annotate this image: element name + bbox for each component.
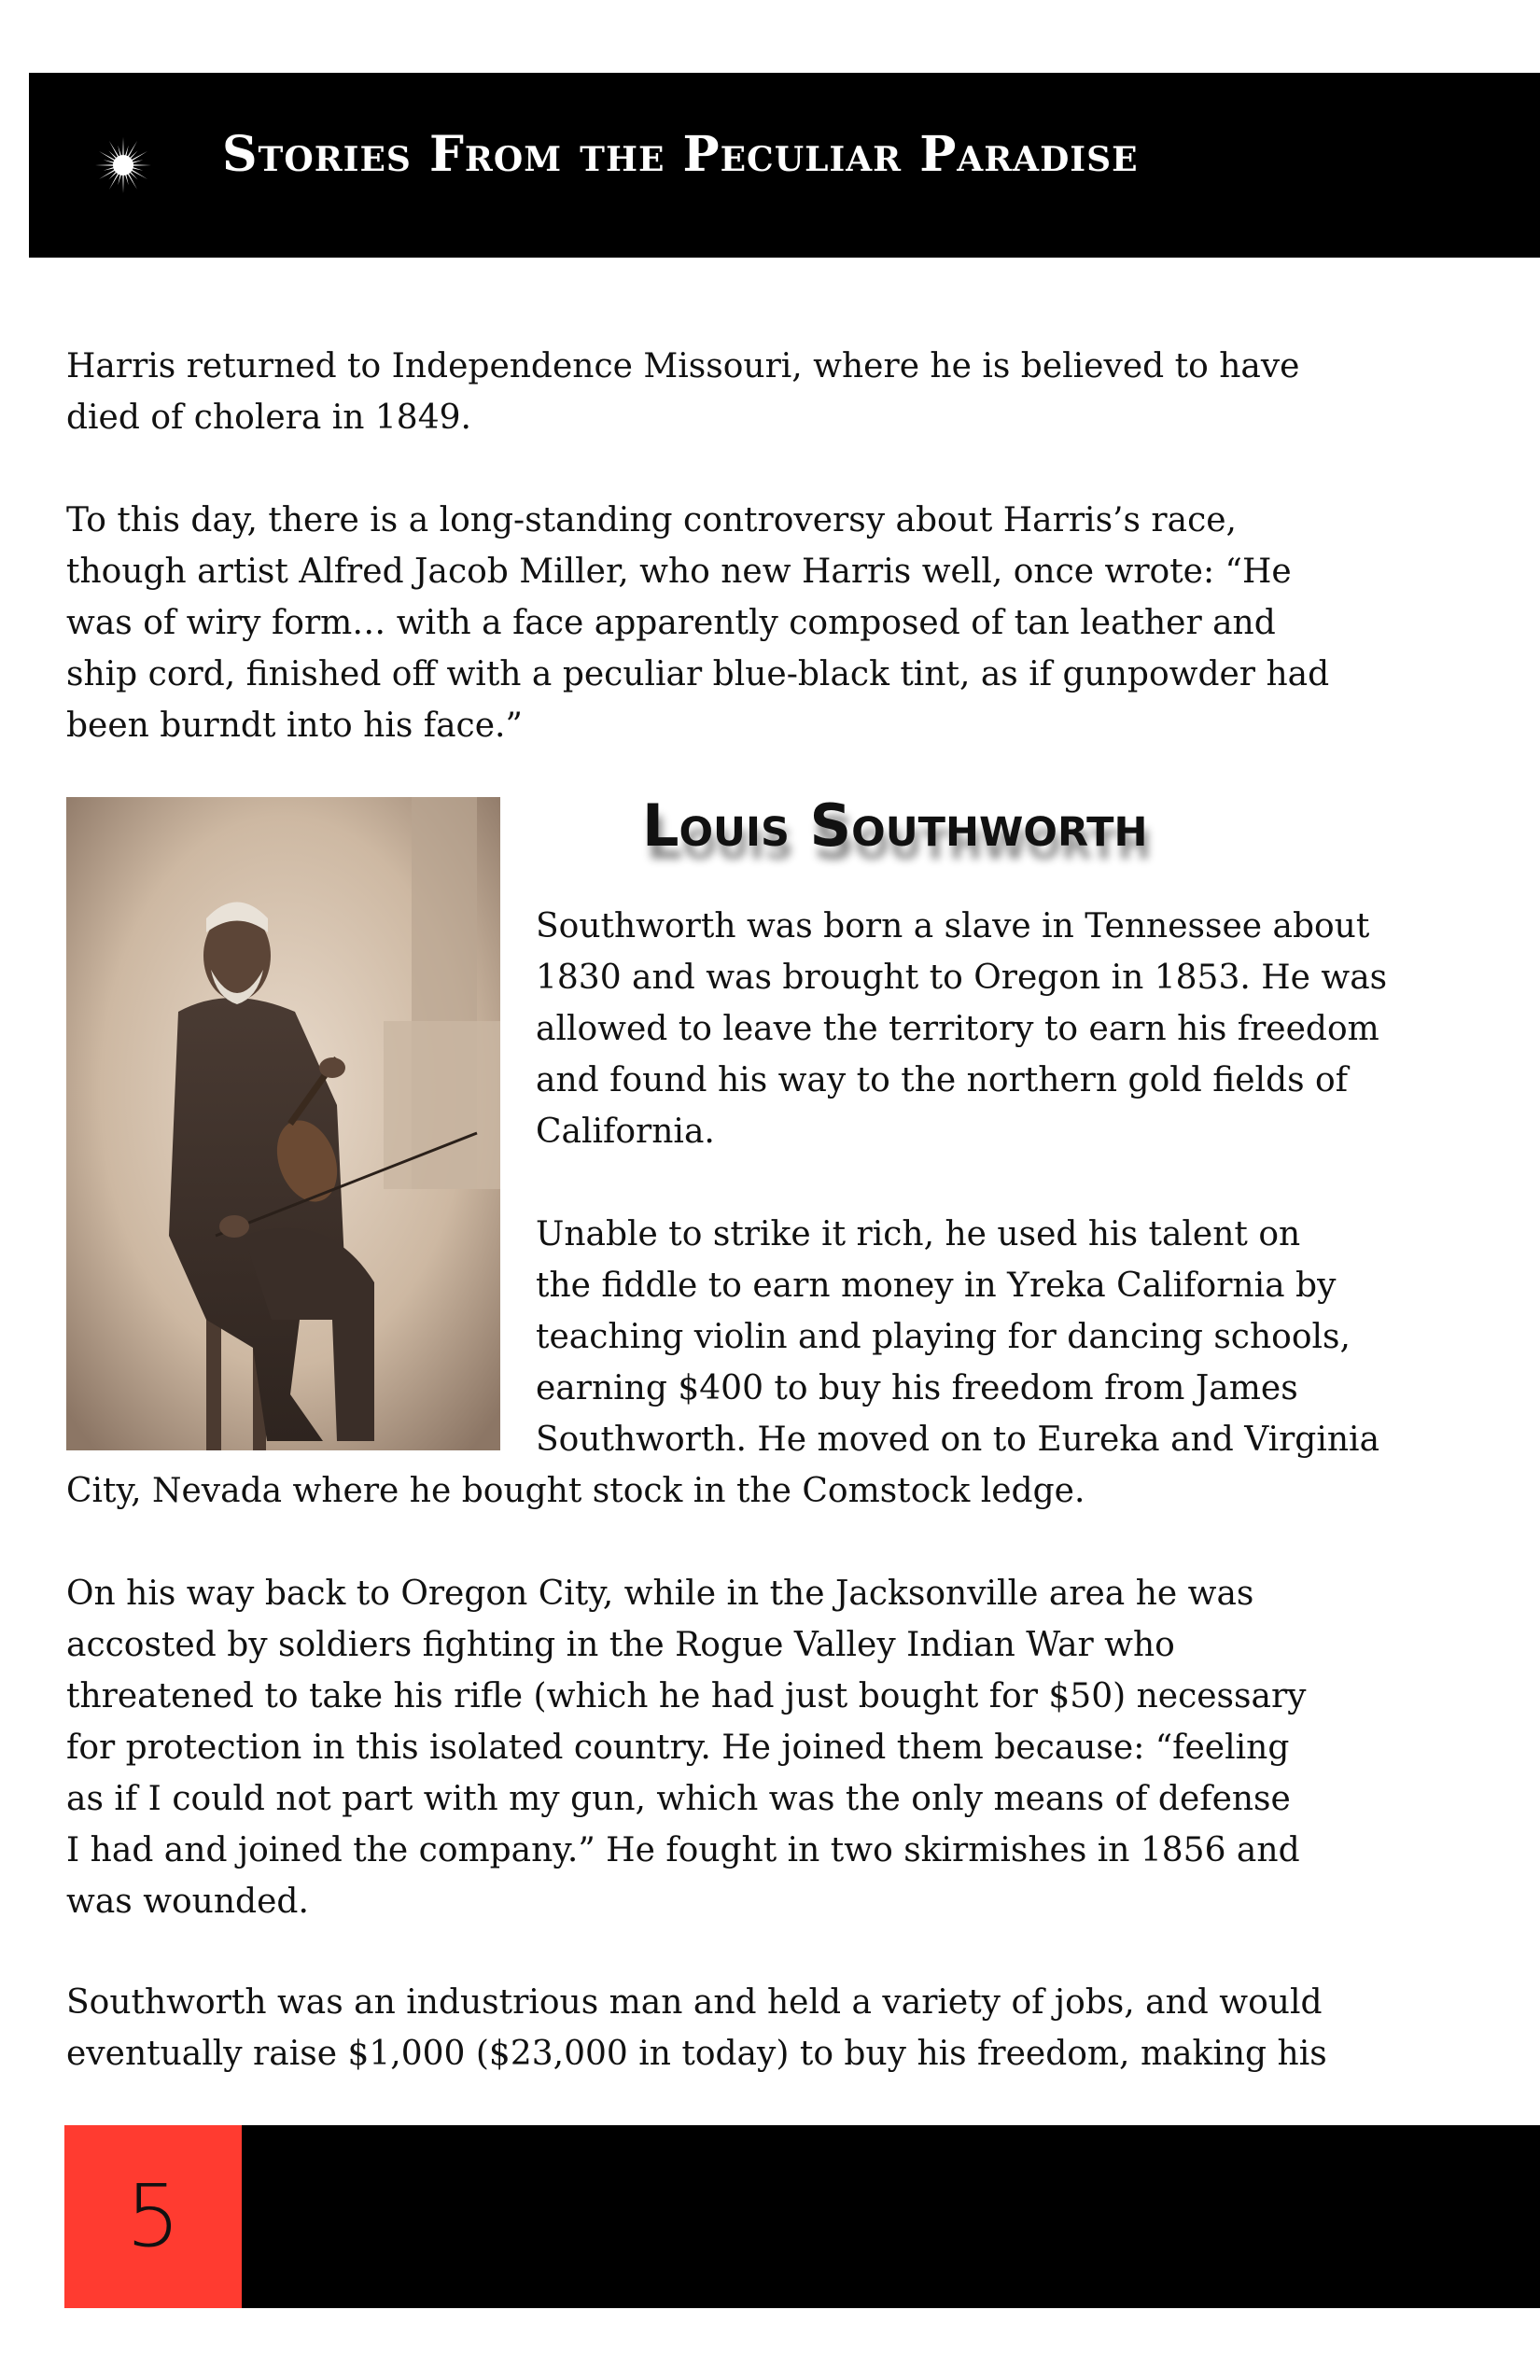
text-line: Harris returned to Independence Missouri, where he is believed to have bbox=[66, 347, 1300, 385]
paragraph-freedom bbox=[66, 1977, 1522, 2079]
portrait-image bbox=[66, 797, 500, 1450]
text-line: Southworth. He moved on to Eureka and Virginia bbox=[536, 1421, 1380, 1459]
paragraph-southworth-origin bbox=[536, 901, 1525, 1157]
text-line: was wounded. bbox=[66, 1883, 309, 1921]
paragraph-southworth-fiddle bbox=[536, 1209, 1525, 1465]
text-line: Southworth was an industrious man and held a variety of jobs, and would bbox=[66, 1983, 1323, 2022]
paragraph-southworth-fiddle-tail bbox=[66, 1465, 1522, 1517]
header-title: Stories From the Peculiar Paradise bbox=[222, 126, 1139, 183]
text-line: Unable to strike it rich, he used his talent on bbox=[536, 1215, 1301, 1253]
text-line: threatened to take his rifle (which he had just bought for $50) necessary bbox=[66, 1677, 1307, 1715]
text-line: To this day, there is a long-standing controversy about Harris’s race, bbox=[66, 501, 1237, 539]
paragraph-rogue-valley bbox=[66, 1568, 1522, 1927]
text-line: though artist Alfred Jacob Miller, who new Harris well, once wrote: “He bbox=[66, 553, 1292, 591]
text-line: 1830 and was brought to Oregon in 1853. He was bbox=[536, 959, 1388, 997]
text-line: eventually raise $1,000 ($23,000 in today) to buy his freedom, making his bbox=[66, 2035, 1327, 2073]
text-line: teaching violin and playing for dancing schools, bbox=[536, 1318, 1351, 1356]
text-line: accosted by soldiers fighting in the Rogue Valley Indian War who bbox=[66, 1626, 1175, 1664]
text-line: been burndt into his face.” bbox=[66, 707, 523, 745]
text-line: died of cholera in 1849. bbox=[66, 399, 471, 437]
text-line: I had and joined the company.” He fought in two skirmishes in 1856 and bbox=[66, 1831, 1300, 1869]
text-line: and found his way to the northern gold fields of bbox=[536, 1061, 1349, 1099]
portrait-photo bbox=[66, 797, 500, 1450]
text-line: ship cord, finished off with a peculiar blue-black tint, as if gunpowder had bbox=[66, 655, 1330, 693]
paragraph-harris-death bbox=[66, 341, 1522, 443]
text-line: City, Nevada where he bought stock in the Comstock ledge. bbox=[66, 1472, 1085, 1510]
section-heading: Louis Southworth bbox=[642, 791, 1148, 860]
sunburst-icon bbox=[93, 135, 153, 195]
text-line: was of wiry form… with a face apparently composed of tan leather and bbox=[66, 604, 1276, 642]
page-number: 5 bbox=[125, 2166, 181, 2266]
text-line: earning $400 to buy his freedom from James bbox=[536, 1369, 1298, 1407]
paragraph-harris-race bbox=[66, 495, 1522, 751]
text-line: as if I could not part with my gun, which was the only means of defense bbox=[66, 1780, 1291, 1818]
text-line: On his way back to Oregon City, while in the Jacksonville area he was bbox=[66, 1575, 1254, 1613]
text-line: Southworth was born a slave in Tennessee about bbox=[536, 907, 1370, 945]
text-line: California. bbox=[536, 1113, 715, 1151]
footer-bar bbox=[64, 2125, 1540, 2308]
text-line: for protection in this isolated country. He joined them because: “feeling bbox=[66, 1729, 1290, 1767]
text-line: allowed to leave the territory to earn his freedom bbox=[536, 1010, 1379, 1048]
text-line: the fiddle to earn money in Yreka California by bbox=[536, 1267, 1337, 1305]
